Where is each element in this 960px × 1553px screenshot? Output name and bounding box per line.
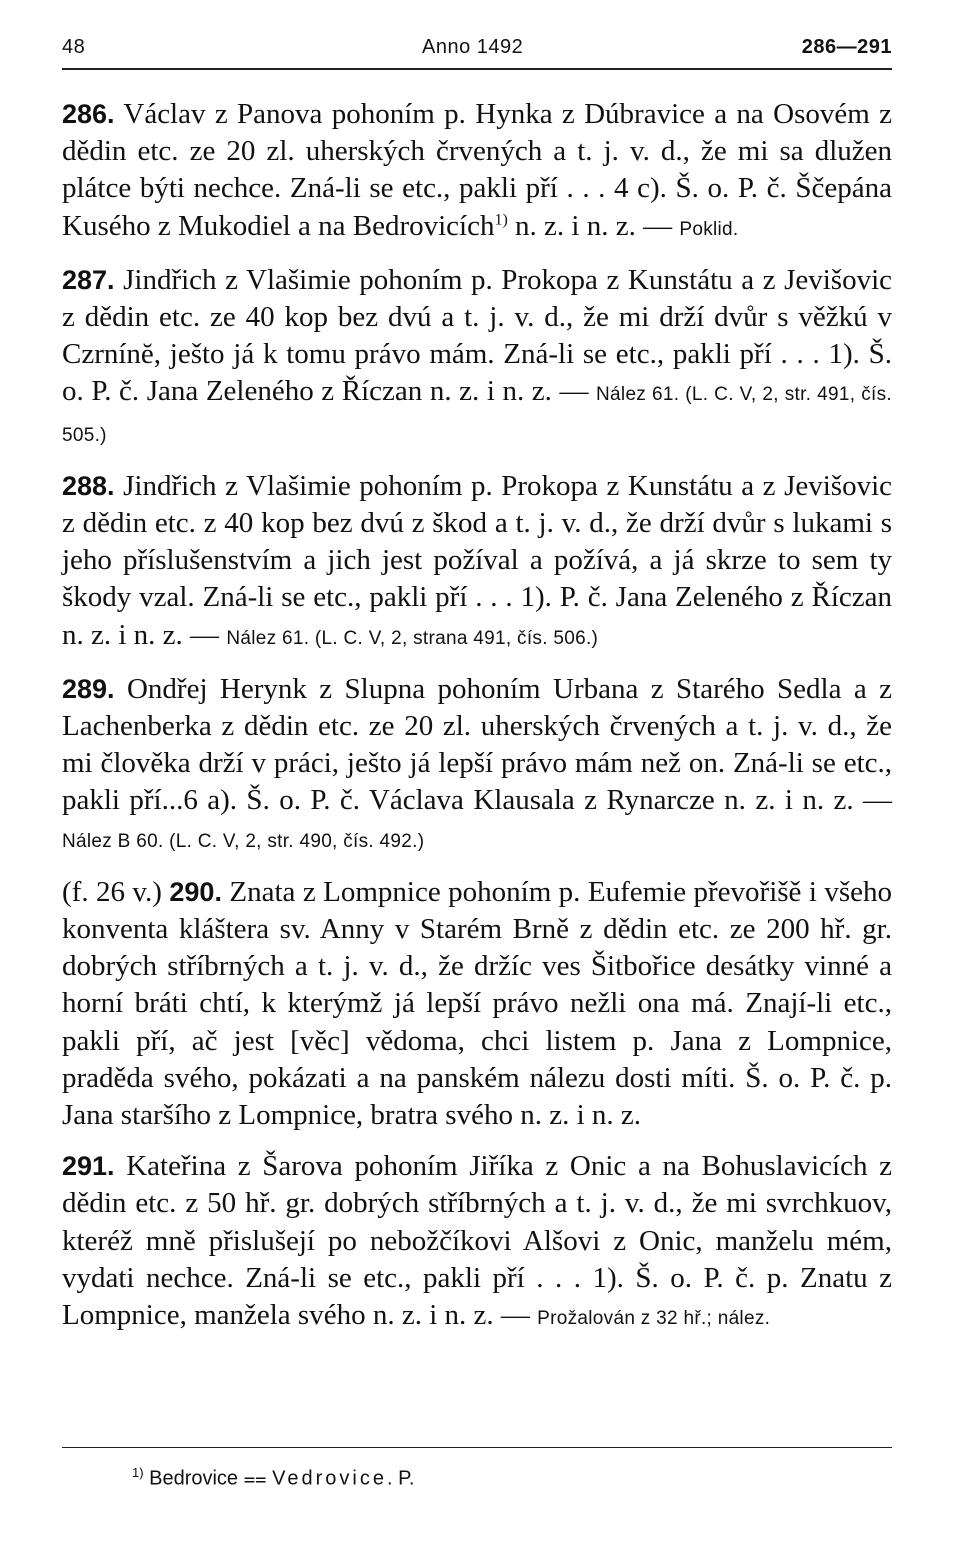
page-number: 48 <box>62 36 86 58</box>
entry-number: 286. <box>62 99 115 129</box>
entry-text: Kateřina z Šarova pohoním Jiříka z Onic a na Bohuslavicích z dědin etc. z 50 hř. gr. dobrých stříbrných a t. j. v. d., že mi svrchkuov, kteréž mně přislušejí po nebožčíkovi Alšovi z Onic, manželu mém, vydati nechce. Zná-li se etc., pakli pří . . . 1). Š. o. P. č. p. Znatu z Lompnice, manžela svého n. z. i n. z. — <box>62 1150 892 1332</box>
entry-286 <box>62 96 892 248</box>
entry-text: Jindřich z Vlašimie pohoním p. Prokopa z Kunstátu a z Jevišovic z dědin etc. ze 40 kop bez dvú a t. j. v. d., že mi drží dvůr s věžkú v Czrnínĕ, ješto já k tomu právo mám. Zná-li se etc., pakli pří . . . 1). Š. o. P. č. Jana Zeleného z Říczan n. z. i n. z. — <box>62 263 892 408</box>
entry-range: 286—291 <box>801 36 892 58</box>
footnote-mark: 1) <box>132 1465 144 1480</box>
footnote-divider <box>62 1447 892 1448</box>
entry-tail: n. z. i n. z. — <box>507 209 680 242</box>
entries-body <box>62 96 892 1351</box>
folio-prefix: (f. 26 v.) <box>62 875 170 908</box>
entry-288 <box>62 468 892 657</box>
entry-reference: Nález B 60. (L. C. V, 2, str. 490, čís. 492.) <box>62 830 425 852</box>
entry-text: Jindřich z Vlašimie pohoním p. Prokopa z Kunstátu a z Jevišovic z dědin etc. z 40 kop bez dvú z škod a t. j. v. d., že drží dvůr s lukami s jeho příslušenstvím a jich jest požíval a požívá, a já skrze to sem ty škody vzal. Zná-li se etc., pakli pří . . . 1). P. č. Jana Zeleného z Říczan n. z. i n. z. — <box>62 469 892 651</box>
entry-number: 289. <box>62 673 115 704</box>
entry-reference: Prožalován z 32 hř.; nález. <box>537 1308 771 1330</box>
footnote-spaced-word: Vedrovice <box>272 1467 387 1490</box>
entry-number: 287. <box>62 264 115 295</box>
entry-290 <box>62 874 892 1134</box>
running-header <box>62 36 892 64</box>
entry-reference: Poklid. <box>679 218 739 240</box>
footnote-mark: 1) <box>494 210 508 228</box>
entry-289 <box>62 671 892 860</box>
footnote-tail: . P. <box>386 1467 415 1490</box>
entry-287 <box>62 262 892 454</box>
footnote-text: Bedrovice ⩵ <box>143 1467 273 1490</box>
entry-text: Znata z Lompnice pohoním p. Eufemie převořišě i všeho konventa kláštera sv. Anny v Starém Brně z dědin etc. ze 200 hř. gr. dobrých stříbrných a t. j. v. d., že držíc ves Šitbořice desátky vinné a horní bráti chtí, k kterýmž já lepší právo nežli ona má. Znají-li etc., pakli pří, ač jest [věc] vědoma, chci listem p. Jana z Lompnice, praděda svého, pokázati a na panském nálezu dosti míti. Š. o. P. č. p. Jana staršího z Lompnice, bratra svého n. z. i n. z. <box>62 875 893 1132</box>
header-title: Anno 1492 <box>422 36 524 58</box>
header-divider <box>62 68 892 70</box>
entry-291 <box>62 1148 892 1337</box>
entry-number: 288. <box>62 470 115 501</box>
entry-number: 290. <box>169 876 222 907</box>
entry-reference: Nález 61. (L. C. V, 2, strana 491, čís. 506.) <box>226 627 599 649</box>
footnote <box>132 1465 414 1491</box>
entry-text: Ondřej Herynk z Slupna pohoním Urbana z Starého Sedla a z Lachenberka z dědin etc. ze 20 zl. uherských črvených a t. j. v. d., že mi člověka drží v práci, ješto já lepší právo mám než on. Zná-li se etc., pakli pří...6 a). Š. o. P. č. Václava Klausala z Rynarcze n. z. i n. z. — <box>62 672 892 817</box>
entry-reference: Nález 61. (L. C. V, 2, str. 491, čís. 505.) <box>62 384 892 446</box>
entry-text: Václav z Panova pohoním p. Hynka z Dúbravice a na Osovém z dědin etc. ze 20 zl. uherských črvených a t. j. v. d., že mi sa dlužen plátce býti nechce. Zná-li se etc., pakli pří . . . 4 c). Š. o. P. č. Ščepána Kusého z Mukodiel a na Bedrovicích <box>62 98 892 242</box>
entry-number: 291. <box>62 1151 115 1182</box>
